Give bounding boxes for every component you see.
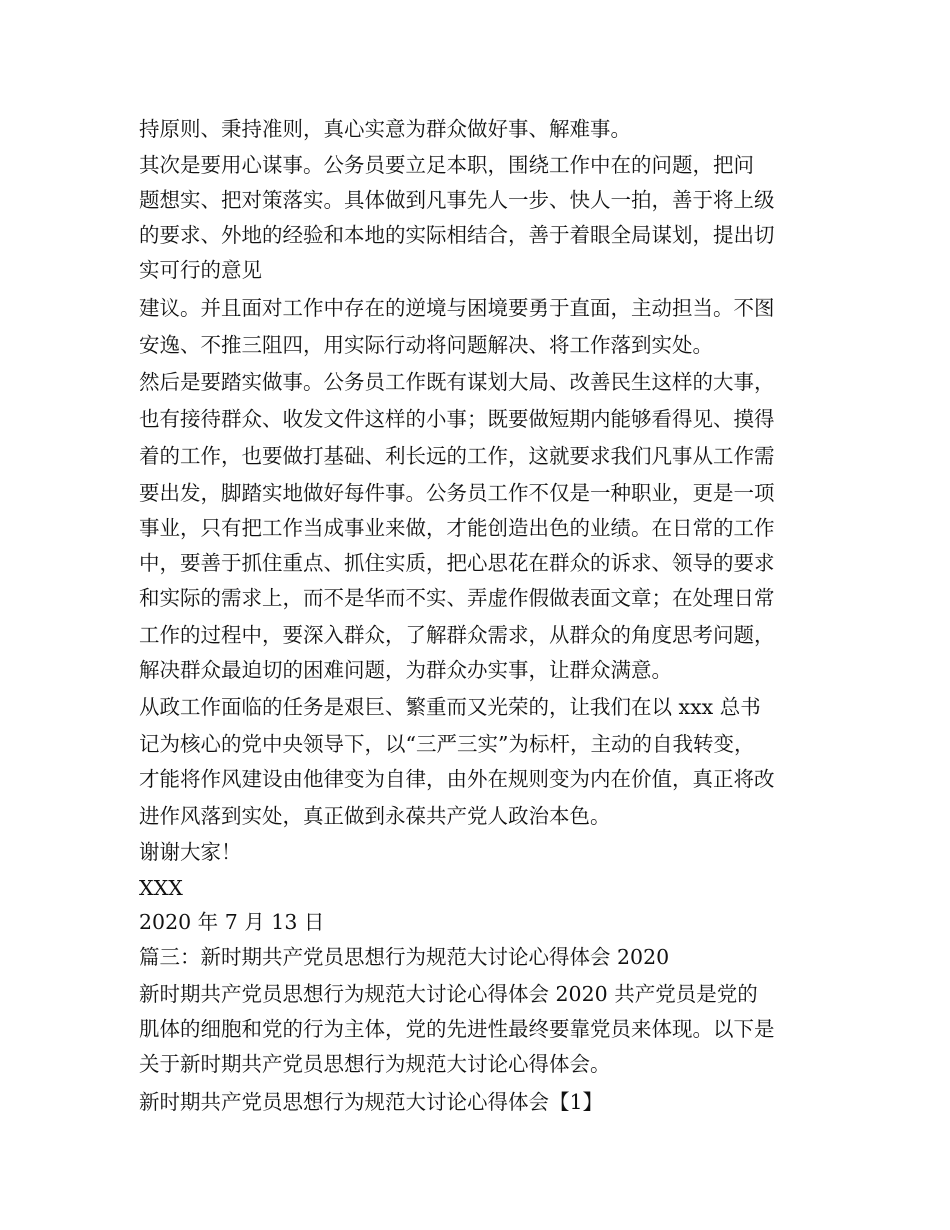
paragraph-line: 肌体的细胞和党的行为主体，党的先进性最终要靠党员来体现。以下是 (139, 1017, 775, 1041)
paragraph-line: 记为核心的党中央领导下，以“三严三实”为标杆，主动的自我转变， (139, 732, 755, 756)
paragraph-line: 事业，只有把工作当成事业来做，才能创造出色的业绩。在日常的工作 (139, 516, 775, 540)
paragraph-line: 着的工作，也要做打基础、利长远的工作，这就要求我们凡事从工作需 (139, 444, 775, 468)
subsection-heading: 新时期共产党员思想行为规范大讨论心得体会【1】 (139, 1090, 604, 1114)
paragraph-line: 持原则、秉持准则，真心实意为群众做好事、解难事。 (139, 117, 631, 141)
paragraph-line: 解决群众最迫切的困难问题，为群众办实事，让群众满意。 (139, 658, 672, 682)
paragraph-line: 从政工作面临的任务是艰巨、繁重而又光荣的，让我们在以 xxx 总书 (139, 695, 761, 719)
paragraph-line: 也有接待群众、收发文件这样的小事；既要做短期内能够看得见、摸得 (139, 407, 775, 431)
paragraph-line: 安逸、不推三阻四，用实际行动将问题解决、将工作落到实处。 (139, 333, 713, 357)
paragraph-line: 新时期共产党员思想行为规范大讨论心得体会 2020 共产党员是党的 (139, 982, 758, 1006)
paragraph-line: 工作的过程中，要深入群众，了解群众需求，从群众的角度思考问题， (139, 623, 775, 647)
paragraph-line: 和实际的需求上，而不是华而不实、弄虚作假做表面文章；在处理日常 (139, 586, 775, 610)
paragraph-line: 关于新时期共产党员思想行为规范大讨论心得体会。 (139, 1052, 611, 1076)
paragraph-line: 题想实、把对策落实。具体做到凡事先人一步、快人一拍，善于将上级 (139, 188, 775, 212)
paragraph-line: 要出发，脚踏实地做好每件事。公务员工作不仅是一种职业，更是一项 (139, 481, 775, 505)
paragraph-line: 然后是要踏实做事。公务员工作既有谋划大局、改善民生这样的大事， (139, 370, 775, 394)
paragraph-line: 中，要善于抓住重点、抓住实质，把心思花在群众的诉求、领导的要求 (139, 551, 775, 575)
paragraph-line: 进作风落到实处，真正做到永葆共产党人政治本色。 (139, 804, 611, 828)
paragraph-line: 实可行的意见 (139, 258, 262, 282)
paragraph-line: 才能将作风建设由他律变为自律，由外在规则变为内在价值，真正将改 (139, 767, 775, 791)
paragraph-line: 的要求、外地的经验和本地的实际相结合，善于着眼全局谋划，提出切 (139, 223, 775, 247)
date-line: 2020 年 7 月 13 日 (139, 910, 325, 934)
paragraph-line: 建议。并且面对工作中存在的逆境与困境要勇于直面，主动担当。不图 (139, 296, 775, 320)
signature-line: XXX (139, 876, 183, 900)
closing-line: 谢谢大家！ (139, 840, 242, 864)
section-heading: 篇三：新时期共产党员思想行为规范大讨论心得体会 2020 (139, 945, 670, 969)
paragraph-line: 其次是要用心谋事。公务员要立足本职，围绕工作中在的问题，把问 (139, 153, 754, 177)
